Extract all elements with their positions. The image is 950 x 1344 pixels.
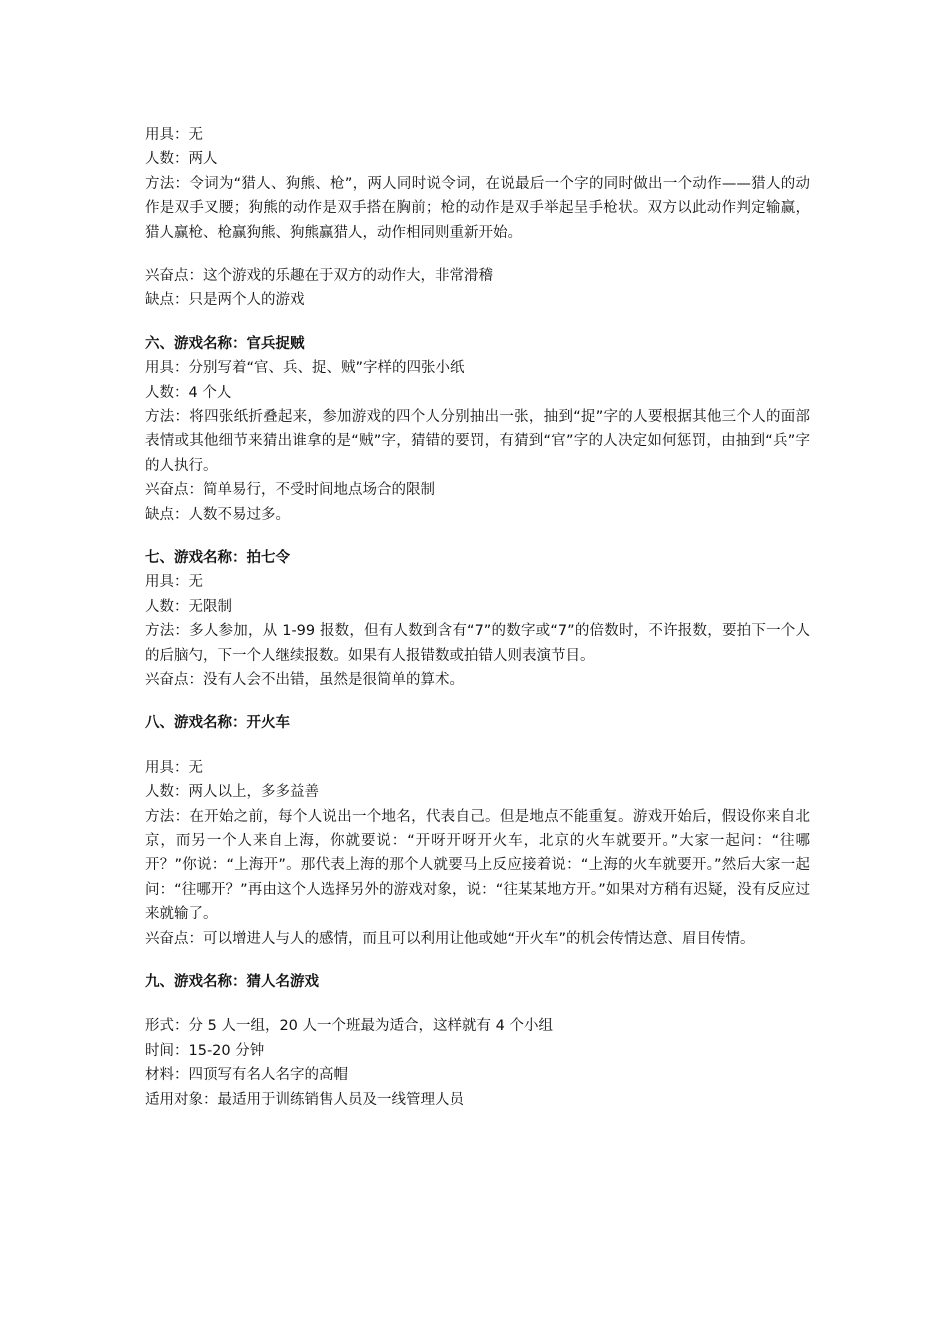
flaw-line: 缺点：人数不易过多。 (145, 506, 290, 523)
method-paragraph: 方法：在开始之前，每个人说出一个地名，代表自己。但是地点不能重复。游戏开始后，假设你来自北京，而另一个人来自上海，你就要说：“开呀开呀开火车，北京的火车就要开。”大家一起问：“往哪开？”你说：“上海开”。那代表上海的那个人就要马上反应接着说：“上海的火车就要开。”然后大家一起问：“往哪开？”再由这个人选择另外的游戏对象，说：“往某某地方开。”如果对方稍有迟疑，没有反应过来就输了。 (145, 808, 810, 923)
document-page (145, 123, 810, 1112)
people-line: 人数：两人以上，多多益善 (145, 784, 319, 801)
method-paragraph: 方法：将四张纸折叠起来，参加游戏的四个人分别抽出一张，抽到“捉”字的人要根据其他三个人的面部表情或其他细节来猜出谁拿的是“贼”字，猜错的要罚，有猜到“官”字的人决定如何惩罚，由抽到“兵”字的人执行。 (145, 408, 810, 474)
excite-paragraph: 兴奋点：可以增进人与人的感情，而且可以利用让他或她“开火车”的机会传情达意、眉目传情。 (145, 930, 755, 947)
tools-line: 用具：无 (145, 759, 203, 776)
section-heading: 六、游戏名称：官兵捉贼 (145, 335, 305, 352)
section-heading: 八、游戏名称：开火车 (145, 715, 290, 732)
method-paragraph: 方法：令词为“猎人、狗熊、枪”，两人同时说令词，在说最后一个字的同时做出一个动作——猎人的动作是双手叉腰；狗熊的动作是双手搭在胸前；枪的动作是双手举起呈手枪状。双方以此动作判定输赢，猎人赢枪、枪赢狗熊、狗熊赢猎人，动作相同则重新开始。 (145, 175, 810, 241)
flaw-line: 缺点：只是两个人的游戏 (145, 292, 305, 309)
excite-line: 兴奋点：没有人会不出错，虽然是很简单的算术。 (145, 671, 464, 688)
target-line: 适用对象：最适用于训练销售人员及一线管理人员 (145, 1091, 464, 1108)
section-heading: 七、游戏名称：拍七令 (145, 549, 290, 566)
form-line: 形式：分 5 人一组，20 人一个班最为适合，这样就有 4 个小组 (145, 1018, 553, 1035)
material-line: 材料：四顶写有名人名字的高帽 (145, 1067, 348, 1084)
tools-line: 用具：无 (145, 574, 203, 591)
excite-line: 兴奋点：简单易行，不受时间地点场合的限制 (145, 482, 435, 499)
people-line: 人数：无限制 (145, 598, 232, 615)
time-line: 时间：15-20 分钟 (145, 1042, 265, 1059)
excite-line: 兴奋点：这个游戏的乐趣在于双方的动作大，非常滑稽 (145, 268, 493, 284)
method-paragraph: 方法：多人参加，从 1-99 报数，但有人数到含有“7”的数字或“7”的倍数时，不许报数，要拍下一个人的后脑勺，下一个人继续报数。如果有人报错数或拍错人则表演节目。 (145, 623, 810, 664)
tools-line: 用具：分别写着“官、兵、捉、贼”字样的四张小纸 (145, 360, 465, 377)
people-line: 人数：两人 (145, 151, 218, 168)
people-line: 人数：4 个人 (145, 384, 232, 401)
tools-line: 用具：无 (145, 127, 203, 143)
section-heading: 九、游戏名称：猜人名游戏 (145, 973, 319, 990)
